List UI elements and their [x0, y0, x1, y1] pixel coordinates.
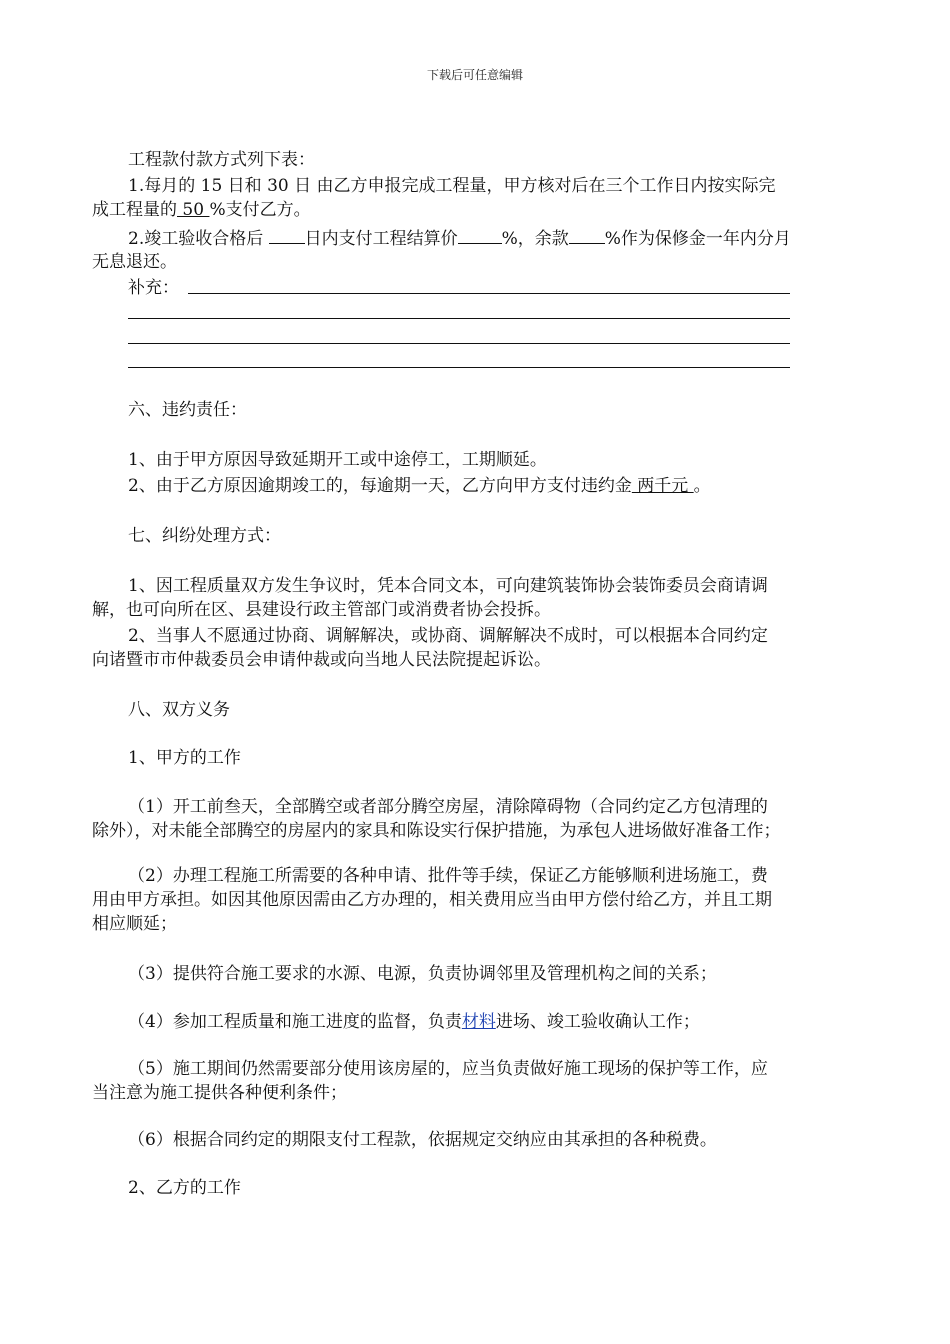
payment-item-2-line-1: 2.竣工验收合格后 日内支付工程结算价 %，余款 %作为保修金一年内分月: [128, 226, 791, 251]
payment-item-1-line-2: 成工程量的 50 %支付乙方。: [92, 200, 311, 220]
party-a-duty-4: （4）参加工程质量和施工进度的监督，负责材料进场、竣工验收确认工作；: [128, 1012, 700, 1032]
section-8-title: 八、双方义务: [128, 700, 230, 720]
supplement-line: [128, 343, 790, 344]
party-a-duty-3: （3）提供符合施工要求的水源、电源，负责协调邻里及管理机构之间的关系；: [128, 964, 717, 984]
section-6-item-2: 2、由于乙方原因逾期竣工的，每逾期一天，乙方向甲方支付违约金 两千元 。: [128, 476, 711, 496]
section-6-item-1: 1、由于甲方原因导致延期开工或中途停工，工期顺延。: [128, 450, 547, 470]
party-a-duty-2-line-1: （2）办理工程施工所需要的各种申请、批件等手续，保证乙方能够顺利进场施工，费: [128, 866, 768, 886]
section-7-title: 七、纠纷处理方式：: [128, 526, 281, 546]
days-blank: [269, 226, 305, 244]
party-a-duty-1-line-2: 除外），对未能全部腾空的房屋内的家具和陈设实行保护措施，为承包人进场做好准备工作；: [92, 821, 781, 841]
settlement-percent-blank: [458, 226, 502, 244]
supplement-line: [128, 318, 790, 319]
balance-percent-blank: [569, 226, 605, 244]
section-8-sub-2: 2、乙方的工作: [128, 1178, 241, 1198]
section-7-item-2-line-1: 2、当事人不愿通过协商、调解解决，或协商、调解解决不成时，可以根据本合同约定: [128, 626, 768, 646]
percent-value: 50: [177, 200, 210, 220]
page-header: 下载后可任意编辑: [426, 68, 523, 82]
section-7-item-1-line-1: 1、因工程质量双方发生争议时，凭本合同文本，可向建筑装饰协会装饰委员会商请调: [128, 576, 768, 596]
section-6-title: 六、违约责任：: [128, 400, 247, 420]
party-a-duty-2-line-3: 相应顺延；: [92, 914, 177, 934]
party-a-duty-5-line-2: 当注意为施工提供各种便利条件；: [92, 1083, 347, 1103]
party-a-duty-5-line-1: （5）施工期间仍然需要部分使用该房屋的，应当负责做好施工现场的保护等工作，应: [128, 1059, 768, 1079]
party-a-duty-6: （6）根据合同约定的期限支付工程款，依据规定交纳应由其承担的各种税费。: [128, 1130, 717, 1150]
payment-title: 工程款付款方式列下表：: [128, 150, 315, 170]
supplement-line: [128, 367, 790, 368]
supplement-line: [188, 293, 790, 294]
payment-item-2-line-2: 无息退还。: [92, 252, 177, 272]
party-a-duty-1-line-1: （1）开工前叁天，全部腾空或者部分腾空房屋，清除障碍物（合同约定乙方包清理的: [128, 797, 768, 817]
section-7-item-2-line-2: 向诸暨市市仲裁委员会申请仲裁或向当地人民法院提起诉讼。: [92, 650, 551, 670]
penalty-amount: 两千元: [631, 476, 694, 496]
materials-link[interactable]: 材料: [461, 1012, 496, 1032]
party-a-duty-2-line-2: 用由甲方承担。如因其他原因需由乙方办理的，相关费用应当由甲方偿付给乙方，并且工期: [92, 890, 772, 910]
payment-item-1-line-1: 1.每月的 15 日和 30 日 由乙方申报完成工程量，甲方核对后在三个工作日内按实际完: [128, 176, 776, 196]
supplement-label: 补充：: [128, 278, 179, 298]
section-8-sub-1: 1、甲方的工作: [128, 748, 241, 768]
section-7-item-1-line-2: 解，也可向所在区、县建设行政主管部门或消费者协会投拆。: [92, 600, 551, 620]
